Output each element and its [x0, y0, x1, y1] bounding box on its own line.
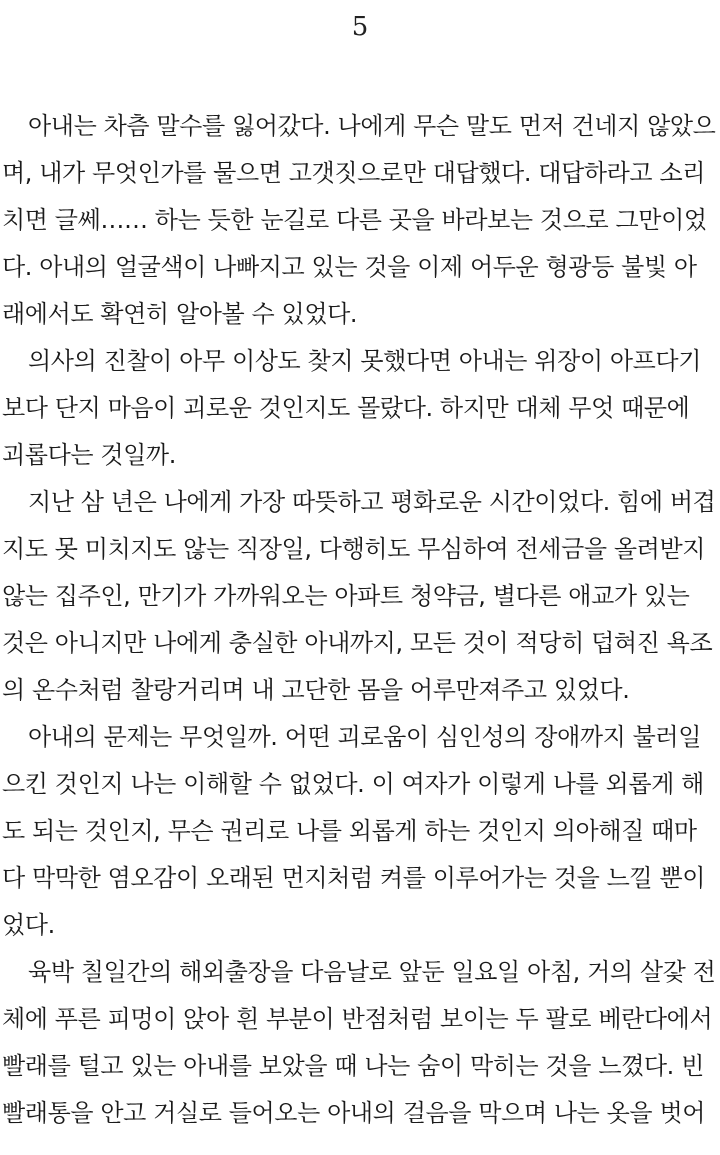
paragraph: [2, 338, 718, 479]
text-line: 었다.: [2, 911, 55, 939]
text-line: 것은 아니지만 나에게 충실한 아내까지, 모든 것이 적당히 덥혀진 욕조: [2, 629, 713, 657]
text-line: 치면 글쎄…… 하는 듯한 눈길로 다른 곳을 바라보는 것으로 그만이었: [2, 206, 707, 234]
text-line: 아내는 차츰 말수를 잃어갔다. 나에게 무슨 말도 먼저 건네지 않았으: [28, 112, 716, 140]
text-line: 육박 칠일간의 해외출장을 다음날로 앞둔 일요일 아침, 거의 살갗 전: [28, 958, 716, 986]
text-line: 래에서도 확연히 알아볼 수 있었다.: [2, 300, 358, 328]
text-line: 지난 삼 년은 나에게 가장 따뜻하고 평화로운 시간이었다. 힘에 버겹: [28, 488, 716, 516]
text-line: 지도 못 미치지도 않는 직장일, 다행히도 무심하여 전세금을 올려받지: [2, 535, 706, 563]
paragraph: [2, 103, 718, 338]
text-line: 다 막막한 염오감이 오래된 먼지처럼 켜를 이루어가는 것을 느낄 뿐이: [2, 864, 706, 892]
text-line: 괴롭다는 것일까.: [2, 441, 176, 469]
page-number: 5: [351, 12, 369, 42]
text-line: 체에 푸른 피멍이 앉아 흰 부분이 반점처럼 보이는 두 팔로 베란다에서: [2, 1005, 713, 1033]
paragraph: [2, 479, 718, 714]
text-line: 도 되는 것인지, 무슨 권리로 나를 외롭게 하는 것인지 의아해질 때마: [2, 817, 697, 845]
text-line: 아내의 문제는 무엇일까. 어떤 괴로움이 심인성의 장애까지 불러일: [28, 723, 701, 751]
paragraph: [2, 949, 718, 1137]
body-text: [2, 103, 718, 1137]
text-line: 보다 단지 마음이 괴로운 것인지도 몰랐다. 하지만 대체 무엇 때문에: [2, 394, 690, 422]
text-line: 며, 내가 무엇인가를 물으면 고갯짓으로만 대답했다. 대답하라고 소리: [2, 159, 706, 187]
text-line: 빨래통을 안고 거실로 들어오는 아내의 걸음을 막으며 나는 옷을 벗어: [2, 1099, 706, 1127]
text-line: 않는 집주인, 만기가 가까워오는 아파트 청약금, 별다른 애교가 있는: [2, 582, 690, 610]
text-line: 다. 아내의 얼굴색이 나빠지고 있는 것을 이제 어두운 형광등 불빛 아: [2, 253, 697, 281]
text-line: 의 온수처럼 찰랑거리며 내 고단한 몸을 어루만져주고 있었다.: [2, 676, 630, 704]
text-line: 으킨 것인지 나는 이해할 수 없었다. 이 여자가 이렇게 나를 외롭게 해: [2, 770, 704, 798]
text-line: 빨래를 털고 있는 아내를 보았을 때 나는 숨이 막히는 것을 느꼈다. 빈: [2, 1052, 704, 1080]
paragraph: [2, 714, 718, 949]
text-line: 의사의 진찰이 아무 이상도 찾지 못했다면 아내는 위장이 아프다기: [28, 347, 701, 375]
